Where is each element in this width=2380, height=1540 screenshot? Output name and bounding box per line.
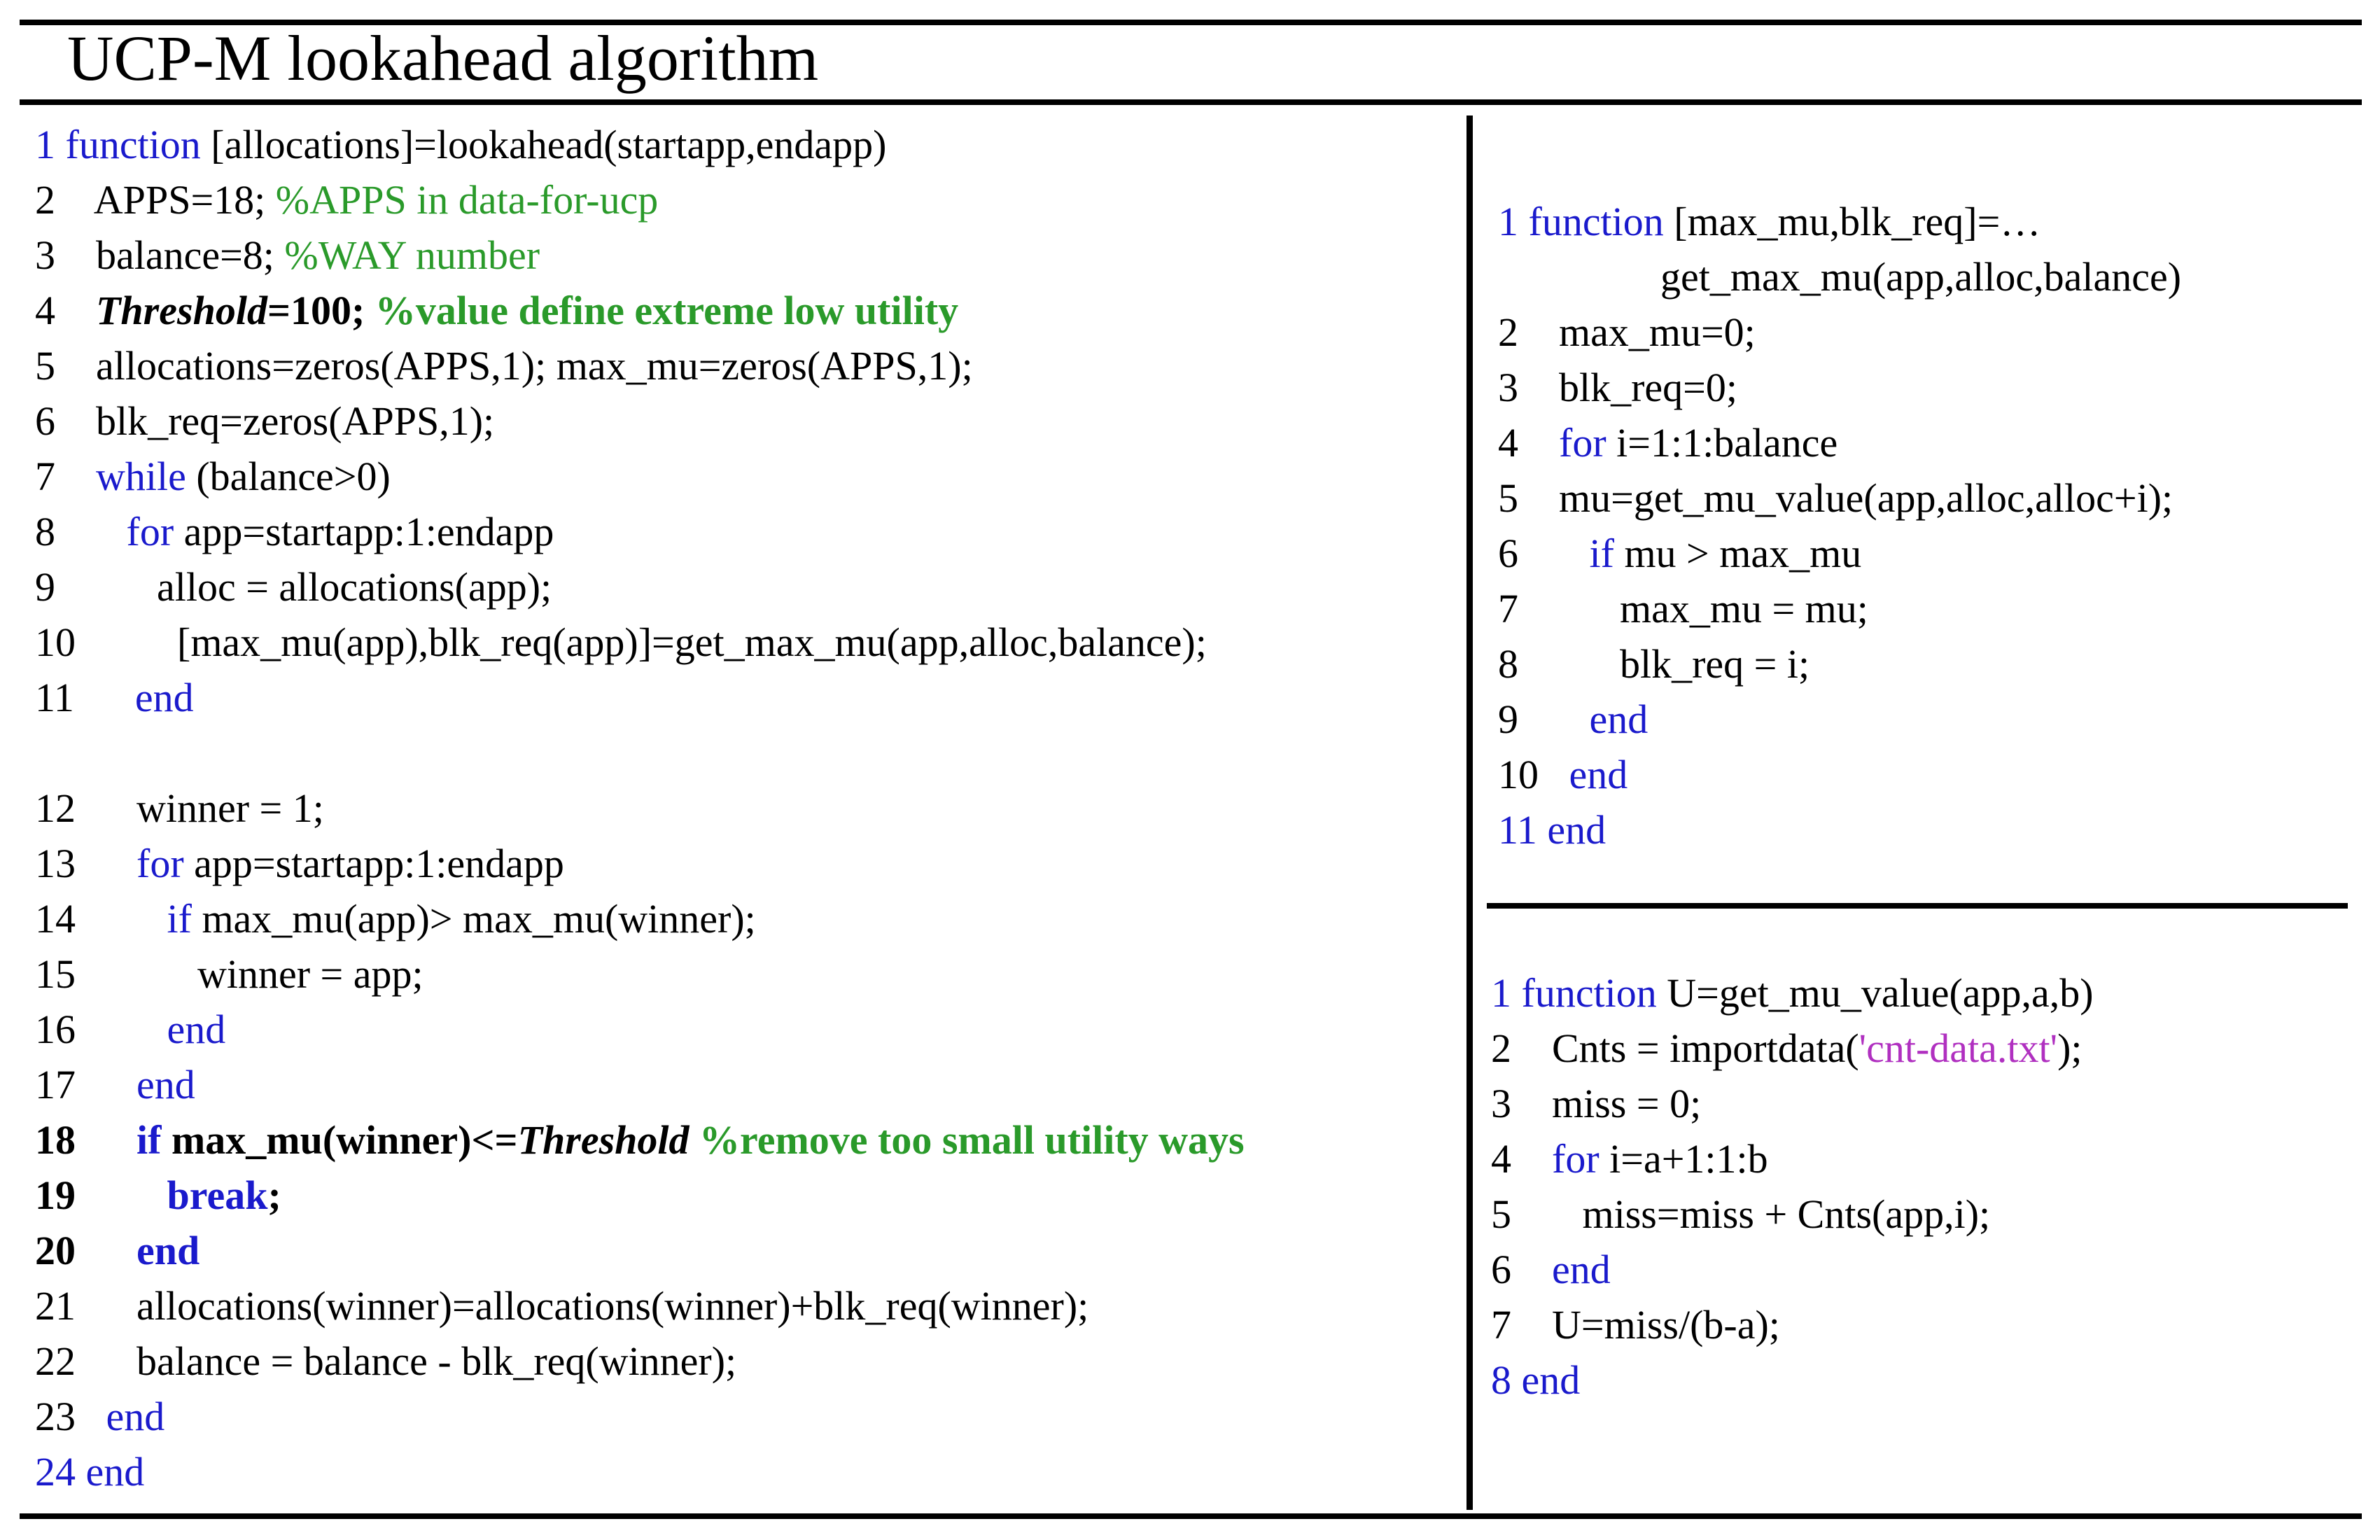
code-line [35,1334,1245,1389]
code-panel-lookahead [35,117,1245,1499]
code-line [35,1278,1245,1334]
code-token: %WAY number [284,232,540,278]
code-line [1498,692,2181,747]
code-token: if [136,1117,162,1163]
code-token [690,1117,700,1163]
code-token: Threshold [96,288,267,333]
code-token: 3 miss = 0; [1491,1081,1702,1126]
code-line [1498,636,2181,692]
code-line [1498,415,2181,470]
code-token: 20 [35,1228,136,1273]
code-line [35,946,1245,1002]
code-token: 23 [35,1394,106,1439]
code-line [1491,965,2094,1021]
code-token: 2 APPS=18; [35,177,276,223]
code-token: for [1552,1136,1600,1182]
code-token: ; [267,1172,281,1218]
code-line [35,227,1245,283]
code-token: 5 miss=miss + Cnts(app,i); [1491,1191,1991,1237]
code-token: 18 [35,1117,136,1163]
code-token: end [1552,1247,1611,1292]
code-token: 6 [1498,531,1590,576]
code-line [35,559,1245,615]
code-line [35,836,1245,891]
code-token: 2 Cnts = importdata( [1491,1026,1859,1071]
code-line [35,283,1245,338]
code-line [35,1389,1245,1444]
code-token: 4 [1491,1136,1552,1182]
code-token: 15 winner = app; [35,951,424,997]
code-line [35,338,1245,393]
code-token: 16 [35,1007,167,1052]
code-line [35,504,1245,559]
code-token: for [1559,420,1606,465]
code-token: U=get_mu_value(app,a,b) [1667,970,2094,1016]
title-underline-rule [20,99,2362,105]
code-token: 7 U=miss/(b-a); [1491,1302,1780,1348]
code-token: 4 [1498,420,1559,465]
code-token: 7 max_mu = mu; [1498,586,1868,631]
code-line [1491,1186,2094,1242]
code-line [1498,526,2181,581]
code-token: end [1569,752,1628,797]
code-line [35,891,1245,946]
code-line [35,1002,1245,1057]
code-line [1491,1297,2094,1352]
code-token: 3 balance=8; [35,232,285,278]
code-line [1491,1076,2094,1131]
bottom-rule [20,1513,2362,1519]
code-token: (balance>0) [186,454,391,499]
code-token: 11 end [1498,807,1606,853]
code-line [1498,249,2181,304]
code-token: [allocations]=lookahead(startapp,endapp) [211,122,887,167]
code-token: 7 [35,454,96,499]
code-token: 2 max_mu=0; [1498,309,1756,355]
code-token: %APPS in data-for-ucp [275,177,659,223]
code-line [35,670,1245,725]
code-line [35,172,1245,227]
code-token: ); [2057,1026,2082,1071]
code-token: get_max_mu(app,alloc,balance) [1498,254,2182,300]
code-token: [max_mu,blk_req]=… [1674,199,2041,244]
code-token: end [106,1394,165,1439]
code-token: 5 mu=get_mu_value(app,alloc,alloc+i); [1498,475,2174,521]
code-token: break [167,1172,268,1218]
code-line [35,780,1245,836]
code-token: i=1:1:balance [1606,420,1838,465]
code-token: 'cnt-data.txt' [1858,1026,2058,1071]
code-token: 24 end [35,1449,145,1494]
code-token: end [136,1228,200,1273]
code-line [35,615,1245,670]
code-token: 9 alloc = allocations(app); [35,564,552,610]
code-token: app=startapp:1:endapp [183,841,564,886]
code-token: 3 blk_req=0; [1498,365,1737,410]
code-token: 10 [1498,752,1569,797]
code-line [35,725,1245,780]
code-token: end [136,1062,195,1107]
code-token: i=a+1:1:b [1599,1136,1768,1182]
code-token: max_mu(app)> max_mu(winner); [191,896,756,941]
code-token: 6 blk_req=zeros(APPS,1); [35,398,495,444]
code-token: 4 [35,288,96,333]
code-line [1491,1352,2094,1408]
code-token: max_mu(winner)<= [161,1117,518,1163]
code-line [1491,1242,2094,1297]
code-token: 6 [1491,1247,1552,1292]
code-line [1498,802,2181,858]
code-token: 10 [max_mu(app),blk_req(app)]=get_max_mu(app,alloc,balance); [35,620,1207,665]
panel-divider-horizontal [1487,903,2348,909]
code-line [35,1112,1245,1168]
code-token: 9 [1498,696,1590,742]
code-line [35,393,1245,449]
code-token: 8 blk_req = i; [1498,641,1810,687]
code-token: 13 [35,841,136,886]
code-token: 1 function [35,122,211,167]
code-token: mu > max_mu [1614,531,1862,576]
code-line [1498,304,2181,360]
code-line [1498,194,2181,249]
code-token: =100; [267,288,375,333]
code-line [1498,470,2181,526]
code-token: if [1589,531,1614,576]
code-token: 19 [35,1172,167,1218]
code-token: 8 [35,509,127,554]
code-line [35,1444,1245,1499]
code-token: 8 end [1491,1357,1581,1403]
code-token: %remove too small utility ways [699,1117,1245,1163]
code-token: 12 winner = 1; [35,785,324,831]
code-token: Threshold [517,1117,690,1163]
code-token: 17 [35,1062,136,1107]
code-token: %value define extreme low utility [374,288,959,333]
code-token: while [96,454,186,499]
code-line [1491,1021,2094,1076]
code-line [35,449,1245,504]
code-token: 1 function [1498,199,1674,244]
code-line [1491,1131,2094,1186]
code-token: for [126,509,174,554]
code-line [35,1223,1245,1278]
code-line [35,1168,1245,1223]
code-token: 11 [35,675,135,720]
code-token: 14 [35,896,167,941]
page-title: UCP-M lookahead algorithm [67,22,819,94]
code-line [35,1057,1245,1112]
code-token: 22 balance = balance - blk_req(winner); [35,1338,737,1384]
code-panel-get-mu-value [1491,965,2094,1408]
code-token: if [167,896,192,941]
code-token: end [134,675,194,720]
code-token: 1 function [1491,970,1667,1016]
code-token: end [167,1007,226,1052]
panel-divider-vertical [1466,115,1473,1510]
code-token: end [1589,696,1648,742]
code-token: 5 allocations=zeros(APPS,1); max_mu=zeros(APPS,1); [35,343,973,388]
code-token: 21 allocations(winner)=allocations(winner)+blk_req(winner); [35,1283,1089,1329]
code-line [1498,581,2181,636]
code-panel-get-max-mu [1498,194,2181,858]
code-token: app=startapp:1:endapp [174,509,554,554]
code-token: for [136,841,184,886]
code-line [1498,747,2181,802]
code-line [1498,360,2181,415]
code-line [35,117,1245,172]
